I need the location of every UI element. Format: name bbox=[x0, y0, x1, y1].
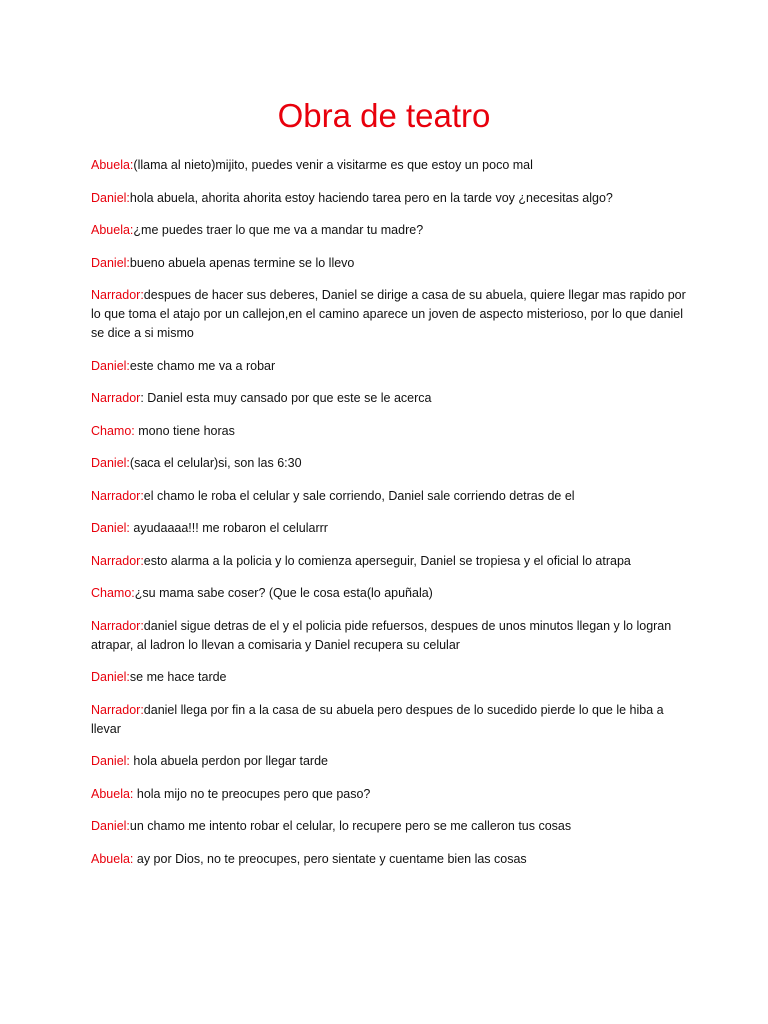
script-line bbox=[91, 552, 691, 571]
speaker-name: Abuela: bbox=[91, 223, 134, 237]
script-line bbox=[91, 850, 691, 869]
speaker-name: Chamo: bbox=[91, 586, 135, 600]
line-text: (saca el celular)si, son las 6:30 bbox=[129, 456, 302, 470]
script-line bbox=[91, 817, 691, 836]
speaker-name: Abuela: bbox=[91, 158, 134, 172]
script-line bbox=[91, 422, 691, 441]
script-line bbox=[91, 584, 691, 603]
line-text: esto alarma a la policia y lo comienza aperseguir, Daniel se tropiesa y el oficial lo atrapa bbox=[143, 553, 631, 568]
script-line bbox=[91, 357, 691, 376]
document-title: Obra de teatro bbox=[277, 97, 491, 134]
line-text: ¿su mama sabe coser? (Que le cosa esta(lo apuñala) bbox=[134, 586, 433, 600]
speaker-name: Narrador: bbox=[91, 618, 144, 633]
speaker-name: Daniel: bbox=[91, 456, 130, 470]
line-text: daniel sigue detras de el y el policia pide refuersos, despues de unos minutos llegan y lo logran atrapar, al ladron lo llevan a comisaria y Daniel recupera su celular bbox=[91, 618, 672, 652]
speaker-name: Daniel: bbox=[91, 255, 130, 270]
speaker-name: Abuela: bbox=[91, 851, 134, 866]
script-line bbox=[91, 156, 691, 175]
script-line bbox=[91, 519, 691, 538]
speaker-name: Narrador bbox=[91, 391, 141, 405]
speaker-name: Narrador: bbox=[91, 702, 144, 717]
speaker-name: Daniel: bbox=[91, 819, 130, 833]
speaker-name: Abuela: bbox=[91, 786, 134, 801]
script-line bbox=[91, 752, 691, 771]
speaker-name: Daniel: bbox=[91, 358, 130, 373]
speaker-name: Narrador: bbox=[91, 553, 144, 568]
script-line bbox=[91, 286, 691, 343]
line-text: despues de hacer sus deberes, Daniel se dirige a casa de su abuela, quiere llegar mas rapido por lo que toma el atajo por un callejon,en el camino aparece un joven de aspecto misterioso, por lo que daniel se dice a si mismo bbox=[91, 288, 686, 340]
speaker-name: Daniel: bbox=[91, 190, 130, 205]
line-text: hola mijo no te preocupes pero que paso? bbox=[133, 786, 371, 801]
speaker-name: Daniel: bbox=[91, 521, 130, 535]
speaker-name: Narrador: bbox=[91, 488, 144, 503]
line-text: mono tiene horas bbox=[134, 423, 235, 438]
script-line bbox=[91, 785, 691, 804]
speaker-name: Daniel: bbox=[91, 754, 130, 768]
script-line bbox=[91, 617, 691, 655]
line-text: se me hace tarde bbox=[129, 670, 227, 684]
line-text: este chamo me va a robar bbox=[129, 358, 276, 373]
line-text: bueno abuela apenas termine se lo llevo bbox=[129, 255, 355, 270]
script-line bbox=[91, 668, 691, 687]
script-line bbox=[91, 487, 691, 506]
line-text: ay por Dios, no te preocupes, pero sientate y cuentame bien las cosas bbox=[133, 851, 527, 866]
script-line bbox=[91, 254, 691, 273]
line-text: hola abuela, ahorita ahorita estoy haciendo tarea pero en la tarde voy ¿necesitas algo? bbox=[129, 190, 613, 205]
speaker-name: Chamo: bbox=[91, 423, 135, 438]
line-text: ayudaaaa!!! me robaron el celularrr bbox=[129, 521, 328, 535]
line-text: hola abuela perdon por llegar tarde bbox=[129, 754, 328, 768]
line-text: (llama al nieto)mijito, puedes venir a visitarme es que estoy un poco mal bbox=[133, 158, 533, 172]
line-text: ¿me puedes traer lo que me va a mandar tu madre? bbox=[133, 223, 424, 237]
line-text: un chamo me intento robar el celular, lo recupere pero se me calleron tus cosas bbox=[129, 819, 572, 833]
script-line bbox=[91, 454, 691, 473]
script-line bbox=[91, 701, 691, 739]
speaker-name: Narrador: bbox=[91, 288, 144, 302]
script-lines bbox=[91, 156, 691, 882]
script-line bbox=[91, 189, 691, 208]
script-line bbox=[91, 221, 691, 240]
line-text: : Daniel esta muy cansado por que este se le acerca bbox=[140, 391, 432, 405]
line-text: el chamo le roba el celular y sale corriendo, Daniel sale corriendo detras de el bbox=[143, 488, 575, 503]
script-line bbox=[91, 389, 691, 408]
line-text: daniel llega por fin a la casa de su abuela pero despues de lo sucedido pierde lo que le hiba a llevar bbox=[91, 702, 664, 736]
speaker-name: Daniel: bbox=[91, 670, 130, 684]
